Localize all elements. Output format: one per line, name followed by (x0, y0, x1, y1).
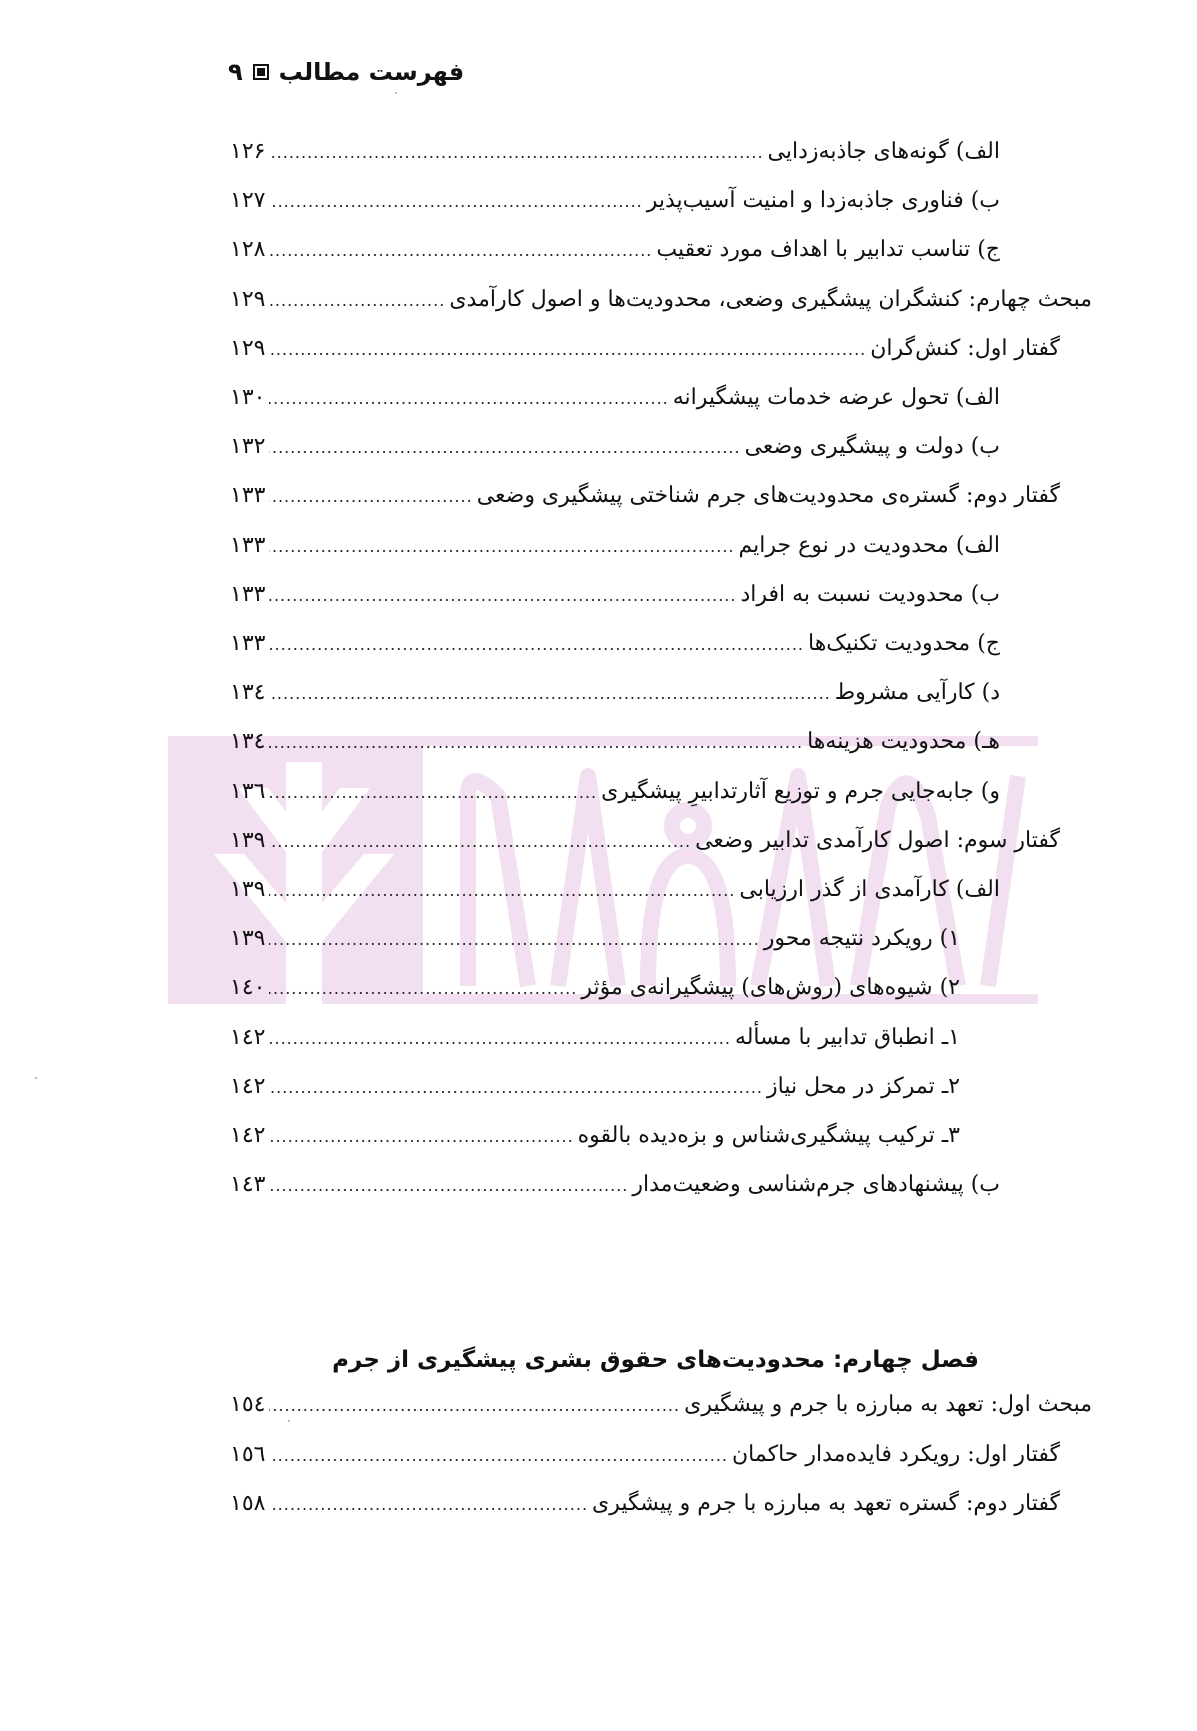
toc-leader-dots (269, 477, 472, 517)
toc-leader-dots (269, 379, 668, 419)
toc-entry-page: ۱۳۳ (230, 483, 266, 509)
toc-entry[interactable] (230, 427, 1000, 467)
toc-entry-page: ۱۳۹ (230, 926, 266, 952)
toc-leader-dots (269, 1386, 680, 1426)
toc-entry-title: مبحث اول: تعهد به مبارزه با جرم و پیشگیری (684, 1392, 1092, 1417)
toc-entry[interactable] (230, 821, 1060, 861)
toc-leader-dots (269, 1436, 728, 1476)
toc-entry[interactable] (230, 132, 1000, 172)
header-title: فهرست مطالب (278, 58, 465, 86)
toc-entry-title: گفتار اول: رویکرد فایده‌مدار حاکمان (732, 1441, 1060, 1467)
toc-entry[interactable] (230, 476, 1060, 516)
toc-entry-page: ۱۳۹ (230, 827, 266, 853)
toc-entry-page: ۱٥٦ (230, 1441, 266, 1467)
chapter-heading: فصل چهارم: محدودیت‌های حقوق بشری پیشگیری از جرم (332, 1347, 979, 1373)
toc-entry-title: ب) دولت و پیشگیری وضعی (744, 434, 1000, 460)
toc-entry-page: ۱۳۰ (230, 385, 266, 410)
scan-speck (35, 1077, 37, 1079)
toc-entry-page: ۱٤۳ (230, 1172, 266, 1198)
toc-entry-title: الف) تحول عرضه خدمات پیشگیرانه (672, 385, 1000, 410)
toc-entry[interactable] (230, 378, 1000, 418)
toc-leader-dots (269, 330, 866, 370)
toc-entry-page: ۱۲۶ (230, 139, 266, 164)
toc-entry-title: الف) محدودیت در نوع جرایم (738, 532, 1000, 558)
toc-entry-page: ۱۲۷ (230, 188, 266, 214)
toc-entry-title: الف) گونه‌های جاذبه‌زدایی (767, 139, 1000, 164)
toc-entry-title: ب) فناوری جاذبه‌زدا و امنیت آسیب‌پذیر (646, 188, 1000, 214)
toc-leader-dots (269, 822, 691, 862)
toc-entry-title: مبحث چهارم: کنشگران پیشگیری وضعی، محدودیت‌ها و اصول کارآمدی (449, 286, 1092, 312)
toc-entry[interactable] (230, 329, 1060, 369)
toc-entry-page: ۱٤۰ (230, 975, 266, 1001)
toc-entry[interactable] (230, 624, 1000, 664)
toc-leader-dots (269, 920, 759, 960)
toc-entry[interactable] (230, 1067, 960, 1107)
toc-leader-dots (269, 1117, 573, 1157)
toc-entry-page: ۱۳۳ (230, 631, 266, 656)
toc-entry-title: گفتار سوم: اصول کارآمدی تدابیر وضعی (695, 827, 1060, 853)
toc-entry-page: ۱٥٤ (230, 1392, 266, 1417)
toc-entry-title: ۳ـ ترکیب پیشگیری‌شناس و بزه‌دیده بالقوه (577, 1123, 960, 1148)
toc-leader-dots (269, 1166, 628, 1206)
toc-leader-dots (269, 674, 830, 714)
toc-entry-page: ۱۳۳ (230, 581, 266, 607)
toc-leader-dots (269, 969, 577, 1009)
toc-entry[interactable] (230, 1385, 1092, 1425)
running-header (228, 58, 464, 86)
toc-entry-page: ۱٤۲ (230, 1024, 266, 1050)
toc-leader-dots (269, 428, 740, 468)
toc-entry[interactable] (230, 870, 1000, 910)
toc-entry-title: ب) پیشنهادهای جرم‌شناسی وضعیت‌مدار (632, 1172, 1000, 1198)
toc-entry[interactable] (230, 1165, 1000, 1205)
toc-entry-page: ۱٥۸ (230, 1491, 266, 1516)
toc-entry-title: گفتار اول: کنش‌گران (870, 335, 1060, 361)
toc-entry[interactable] (230, 1018, 960, 1058)
toc-entry-title: د) کارآیی مشروط (834, 680, 1000, 706)
toc-entry[interactable] (230, 722, 1000, 762)
toc-entry[interactable] (230, 1116, 960, 1156)
toc-entry[interactable] (230, 772, 1000, 812)
toc-leader-dots (269, 182, 642, 222)
toc-entry-page: ۱۳٤ (230, 729, 266, 755)
toc-entry[interactable] (230, 230, 1000, 270)
toc-entry-page: ۱۳۹ (230, 877, 266, 902)
toc-entry-page: ۱۳٦ (230, 778, 266, 804)
toc-entry-title: گفتار دوم: گستره‌ی محدودیت‌های جرم شناختی پیشگیری وضعی (476, 483, 1060, 509)
toc-entry-page: ۱٤۲ (230, 1123, 266, 1148)
toc-entry-page: ۱٤۲ (230, 1073, 266, 1099)
toc-entry-title: ج) محدودیت تکنیک‌ها (808, 631, 1000, 656)
toc-leader-dots (269, 871, 735, 911)
toc-entry-title: گفتار دوم: گستره تعهد به مبارزه با جرم و پیشگیری (592, 1491, 1060, 1516)
toc-leader-dots (269, 1485, 588, 1525)
toc-entry-title: ج) تناسب تدابیر با اهداف مورد تعقیب (656, 237, 1000, 263)
header-page-number: ۹ (228, 58, 243, 86)
toc-leader-dots (269, 773, 597, 813)
toc-entry-title: و) جابه‌جایی جرم و توزیع آثارتدابیرِ پیشگیری (601, 778, 1000, 804)
toc-entry-page: ۱۲۹ (230, 335, 266, 361)
toc-entry[interactable] (230, 919, 960, 959)
toc-entry-title: ۱) رویکرد نتیجه محور (763, 926, 960, 952)
toc-entry-title: ۱ـ انطباق تدابیر با مسأله (734, 1024, 960, 1050)
toc-leader-dots (269, 527, 734, 567)
toc-entry-title: هـ) محدودیت هزینه‌ها (807, 729, 1000, 755)
toc-entry-title: ب) محدودیت نسبت به افراد (740, 581, 1000, 607)
toc-entry-page: ۱۳۳ (230, 532, 266, 558)
toc-entry-title: ۲) شیوه‌های (روش‌های) پیشگیرانه‌ی مؤثر (581, 975, 960, 1001)
toc-entry[interactable] (230, 1484, 1060, 1524)
toc-leader-dots (269, 625, 804, 665)
scan-speck (395, 92, 397, 94)
toc-entry[interactable] (230, 1435, 1060, 1475)
toc-leader-dots (269, 1068, 763, 1108)
toc-leader-dots (269, 281, 445, 321)
square-bullet-icon (253, 64, 269, 80)
toc-entry[interactable] (230, 280, 1092, 320)
toc-entry-page: ۱۳٤ (230, 680, 266, 706)
toc-entry-title: ۲ـ تمرکز در محل نیاز (767, 1073, 960, 1099)
toc-entry[interactable] (230, 181, 1000, 221)
toc-leader-dots (269, 231, 652, 271)
toc-leader-dots (269, 723, 803, 763)
toc-entry[interactable] (230, 968, 960, 1008)
toc-entry-page: ۱۲۸ (230, 237, 266, 263)
toc-leader-dots (269, 1019, 730, 1059)
toc-entry-page: ۱۲۹ (230, 286, 266, 312)
toc-leader-dots (269, 133, 763, 173)
toc-leader-dots (269, 576, 736, 616)
toc-entry-page: ۱۳۲ (230, 434, 266, 460)
toc-entry[interactable] (230, 673, 1000, 713)
toc-entry[interactable] (230, 526, 1000, 566)
toc-entry[interactable] (230, 575, 1000, 615)
toc-entry-title: الف) کارآمدی از گذر ارزیابی (739, 877, 1000, 902)
